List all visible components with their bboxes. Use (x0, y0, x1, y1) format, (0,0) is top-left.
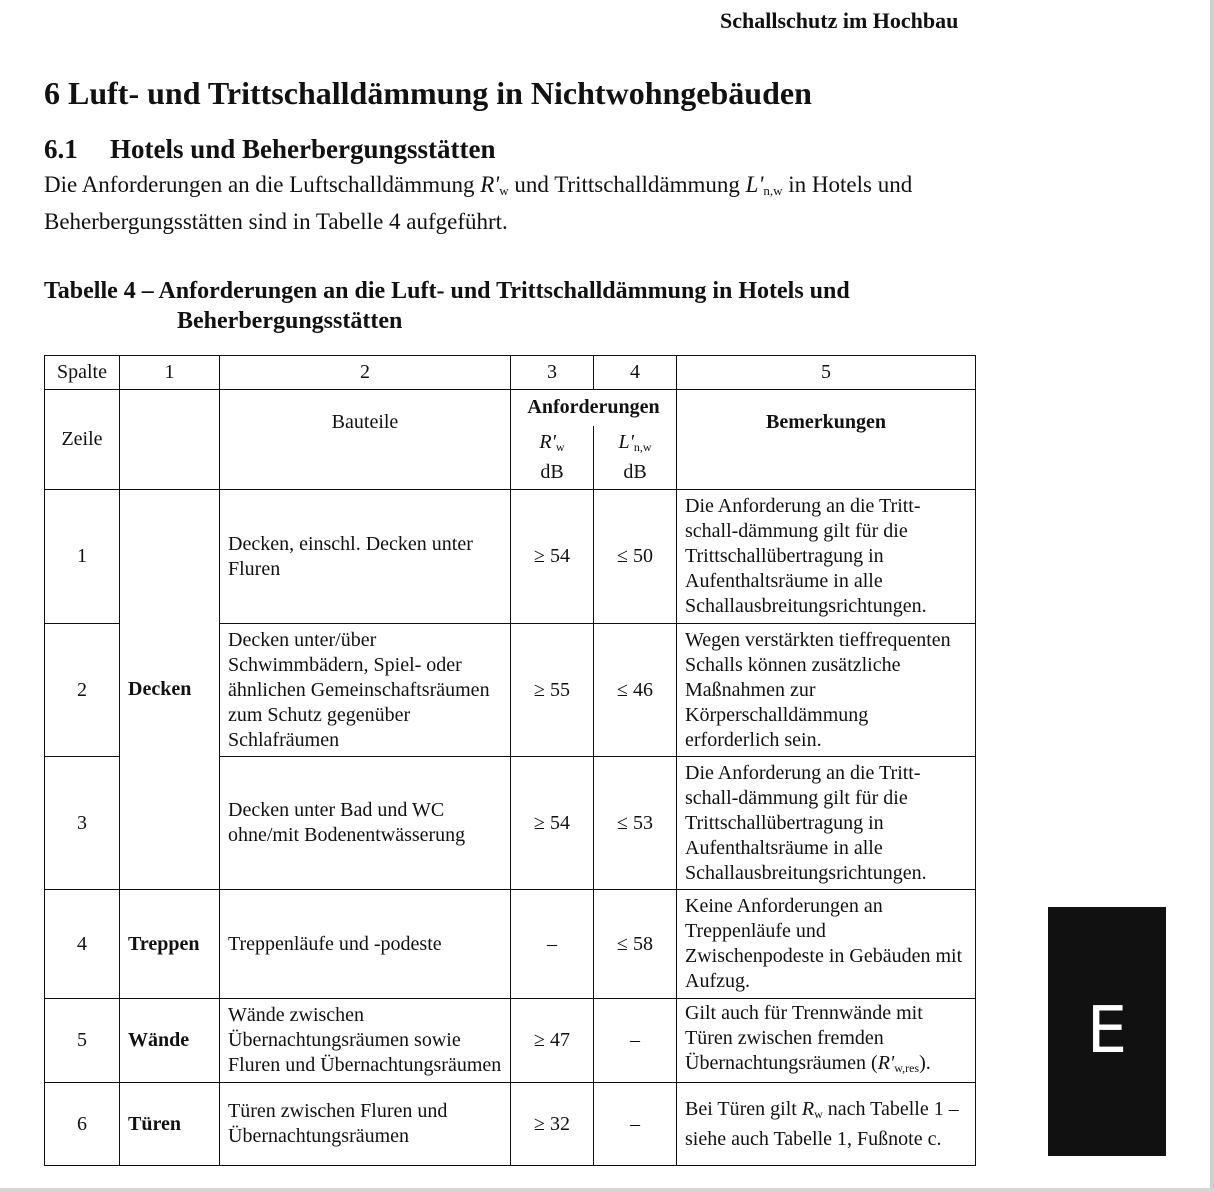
lnw-cell: ≤ 46 (594, 624, 677, 757)
chapter-title: Luft- und Trittschalldämmung in Nichtwohngebäuden (68, 75, 812, 111)
bauteil-cell: Treppenläufe und -podeste (220, 890, 511, 999)
col-num-4: 4 (594, 356, 677, 390)
col-num-2: 2 (220, 356, 511, 390)
bemerkung-text-end: ). (919, 1051, 931, 1074)
rw-cell: ≥ 55 (511, 624, 594, 757)
symbol-rw-sub: w (499, 183, 509, 198)
column-number-row (45, 356, 976, 390)
col-num-5: 5 (677, 356, 976, 390)
rw-cell: – (511, 890, 594, 999)
intro-text-2: und Trittschalldämmung (508, 172, 746, 197)
group-cell: Türen (120, 1083, 220, 1166)
bemerkung-text: Gilt auch für Trennwände mit Türen zwischen fremden Übernachtungsräumen ( (685, 1001, 923, 1074)
col-num-3: 3 (511, 356, 594, 390)
chapter-number: 6 (44, 75, 60, 111)
col-num-1: 1 (120, 356, 220, 390)
zeile-cell: 6 (45, 1083, 120, 1166)
running-head: Schallschutz im Hochbau (720, 8, 959, 33)
table-caption (44, 276, 984, 336)
symbol-rw-sub: w (814, 1106, 823, 1121)
group-cell: Wände (120, 999, 220, 1083)
page-edge-right (1210, 0, 1214, 1191)
lnw-symbol: L' (618, 430, 634, 453)
bemerkung-cell (677, 1083, 976, 1166)
bauteile-header: Bauteile (220, 390, 511, 490)
rw-header (511, 426, 594, 490)
bauteil-cell: Decken unter Bad und WC ohne/mit Bodenentwässerung (220, 757, 511, 890)
group-header-empty (120, 390, 220, 490)
header-row-1 (45, 390, 976, 426)
zeile-cell: 5 (45, 999, 120, 1083)
bemerkung-text-end: nach Tabelle 1 – siehe auch Tabelle 1, Fußnote c. (685, 1097, 959, 1150)
group-cell: Decken (120, 490, 220, 890)
zeile-label: Zeile (45, 390, 120, 490)
section-title: Hotels und Beherbergungsstätten (110, 134, 496, 164)
bauteil-cell: Decken, einschl. Decken unter Fluren (220, 490, 511, 624)
intro-text-1: Die Anforderungen an die Luftschalldämmung (44, 172, 481, 197)
zeile-cell: 3 (45, 757, 120, 890)
rw-unit: dB (540, 460, 564, 483)
lnw-cell: – (594, 1083, 677, 1166)
rw-cell: ≥ 54 (511, 757, 594, 890)
table-row (45, 490, 976, 624)
table-row (45, 1083, 976, 1166)
symbol-rwres: R' (877, 1051, 895, 1074)
table-row (45, 999, 976, 1083)
rw-cell: ≥ 47 (511, 999, 594, 1083)
symbol-rwres-sub: w,res (894, 1060, 920, 1075)
rw-sub: w (555, 439, 565, 454)
requirements-table (44, 355, 976, 1166)
anforderungen-header: Anforderungen (511, 390, 677, 426)
bauteil-cell: Decken unter/über Schwimmbädern, Spiel- oder ähnlichen Gemeinschaftsräumen zum Schutz gegenüber Schlafräumen (220, 624, 511, 757)
lnw-cell: – (594, 999, 677, 1083)
symbol-rw: R' (480, 172, 500, 197)
lnw-header (594, 426, 677, 490)
bemerkung-cell: Keine Anforderungen an Treppenläufe und Zwischenpodeste in Gebäuden mit Aufzug. (677, 890, 976, 999)
lnw-cell: ≤ 53 (594, 757, 677, 890)
zeile-cell: 1 (45, 490, 120, 624)
rw-cell: ≥ 32 (511, 1083, 594, 1166)
lnw-cell: ≤ 58 (594, 890, 677, 999)
lnw-sub: n,w (633, 439, 652, 454)
section-number: 6.1 (44, 134, 78, 164)
symbol-lnw-sub: n,w (763, 183, 783, 198)
spalte-label: Spalte (45, 356, 120, 390)
intro-text-3: in Hotels und Beherbergungsstätten sind in Tabelle 4 aufgeführt. (44, 172, 913, 234)
bemerkung-cell: Die Anforderung an die Tritt-schall-dämmung gilt für die Trittschallübertragung in Aufenthaltsräume in alle Schallausbreitungsrichtungen. (677, 490, 976, 624)
bemerkung-text: Bei Türen gilt (685, 1097, 802, 1120)
zeile-cell: 4 (45, 890, 120, 999)
rw-symbol: R' (539, 430, 556, 453)
chapter-tab-marker: E (1048, 907, 1166, 1156)
table-row (45, 890, 976, 999)
bauteil-cell: Wände zwischen Übernachtungsräumen sowie Fluren und Übernachtungsräumen (220, 999, 511, 1083)
bemerkung-cell: Die Anforderung an die Tritt-schall-dämmung gilt für die Trittschallübertragung in Aufenthaltsräume in alle Schallausbreitungsrichtungen. (677, 757, 976, 890)
symbol-rw: R (801, 1097, 815, 1120)
caption-line-1: Tabelle 4 – Anforderungen an die Luft- und Trittschalldämmung in Hotels und (44, 278, 850, 304)
chapter-heading (44, 75, 812, 112)
bauteil-cell: Türen zwischen Fluren und Übernachtungsräumen (220, 1083, 511, 1166)
symbol-lnw: L' (745, 172, 764, 197)
intro-paragraph (44, 169, 994, 237)
lnw-cell: ≤ 50 (594, 490, 677, 624)
bemerkung-cell: Wegen verstärkten tieffrequenten Schalls können zusätzliche Maßnahmen zur Körperschalldämmung erforderlich sein. (677, 624, 976, 757)
rw-cell: ≥ 54 (511, 490, 594, 624)
lnw-unit: dB (623, 460, 647, 483)
group-cell: Treppen (120, 890, 220, 999)
zeile-cell: 2 (45, 624, 120, 757)
caption-line-2: Beherbergungsstätten (177, 308, 403, 334)
section-heading (44, 134, 496, 165)
bemerkungen-header: Bemerkungen (677, 390, 976, 490)
bemerkung-cell (677, 999, 976, 1083)
